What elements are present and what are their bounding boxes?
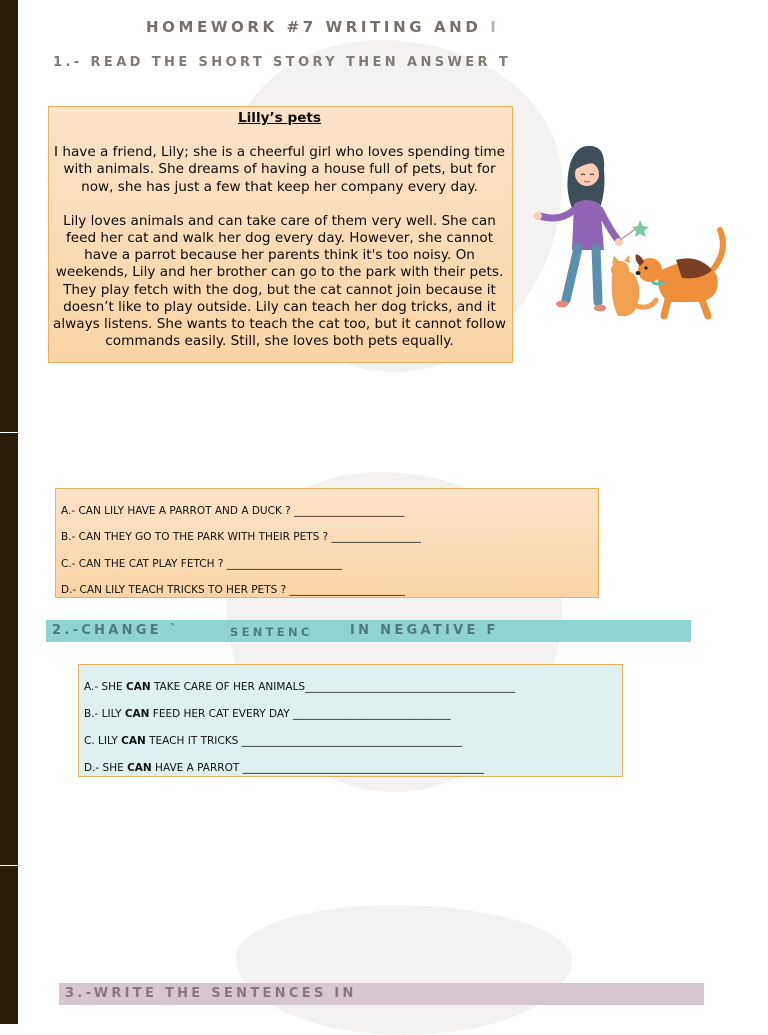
negative-item-d[interactable]: D.- SHE CAN HAVE A PARROT ______________________________________________: [84, 762, 485, 774]
question-a[interactable]: A.- CAN LILY HAVE A PARROT AND A DUCK ? _____________________: [61, 505, 405, 517]
negative-item-a[interactable]: A.- SHE CAN TAKE CARE OF HER ANIMALS________________________________________: [84, 681, 516, 693]
girl-with-pets-illustration: [526, 130, 738, 342]
section-2-heading-part-2: SENTENC: [230, 625, 313, 639]
section-2-heading-part-1: 2.-CHANGE `: [52, 623, 180, 638]
section-2-heading-band: [46, 620, 691, 642]
sidebar-divider: [0, 865, 18, 866]
negative-item-c[interactable]: C. LILY CAN TEACH IT TRICKS __________________________________________: [84, 735, 463, 747]
story-paragraph-1: I have a friend, Lily; she is a cheerful girl who loves spending time with animals. She dreams of having a house full of pets, but for now, she has just a few that keep her company every day.: [54, 144, 505, 195]
section-2-heading-part-3: IN NEGATIVE F: [350, 623, 499, 638]
question-c[interactable]: C.- CAN THE CAT PLAY FETCH ? ______________________: [61, 558, 343, 570]
section-1-heading: 1.- READ THE SHORT STORY THEN ANSWER T: [53, 55, 512, 70]
section-3-heading-band: [59, 983, 704, 1005]
negative-item-b[interactable]: B.- LILY CAN FEED HER CAT EVERY DAY ______________________________: [84, 708, 451, 720]
story-text: [52, 110, 507, 367]
sidebar-divider: [0, 432, 18, 433]
left-sidebar-bar: [0, 0, 18, 1024]
question-d[interactable]: D.- CAN LILY TEACH TRICKS TO HER PETS ? ______________________: [61, 584, 406, 596]
page-title: HOMEWORK #7 WRITING AND I: [146, 18, 500, 36]
section-3-heading: 3.-WRITE THE SENTENCES IN: [65, 986, 357, 1001]
story-title: Lilly’s pets: [237, 110, 322, 126]
background-blob: [236, 905, 572, 1035]
story-paragraph-2: Lily loves animals and can take care of them very well. She can feed her cat and walk her dog every day. However, she cannot have a parrot because her parents think it's too noisy. On weekends, Lily and her brother can go to the park with their pets. They play fetch with the dog, but the cat cannot join because it doesn’t like to play outside. Lily can teach her dog tricks, and it always listens. She wants to teach the cat too, but it cannot follow commands easily. Still, she loves both pets equally.: [53, 212, 506, 350]
question-b[interactable]: B.- CAN THEY GO TO THE PARK WITH THEIR PETS ? _________________: [61, 531, 421, 543]
